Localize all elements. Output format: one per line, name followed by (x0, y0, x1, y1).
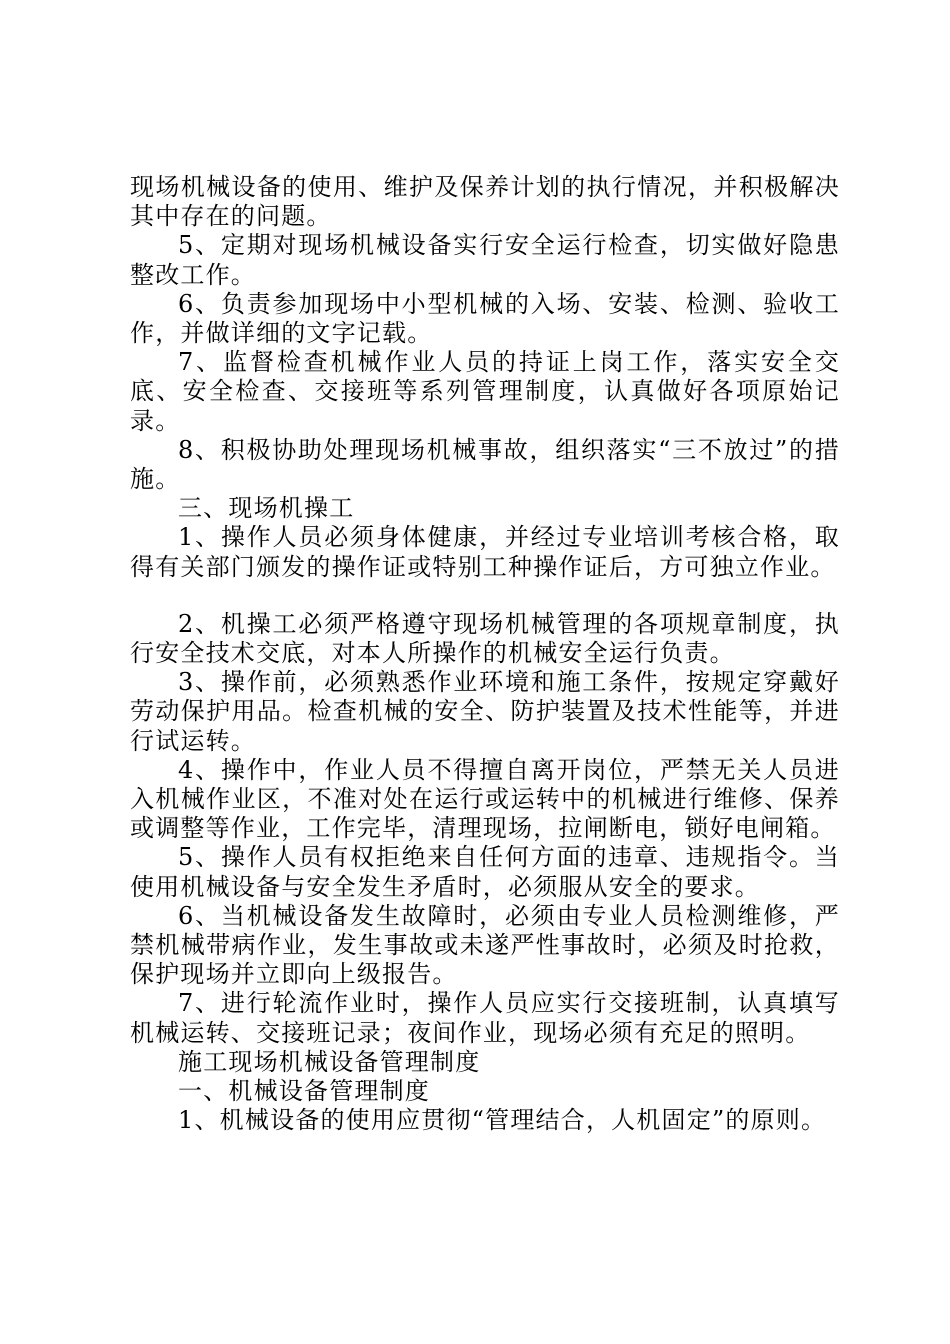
paragraph-item-7: 7、监督检查机械作业人员的持证上岗工作，落实安全交底、安全检查、交接班等系列管理制度，认真做好各项原始记录。 (130, 348, 840, 435)
document-title: 施工现场机械设备管理制度 (178, 1047, 481, 1076)
paragraph-item-6: 6、负责参加现场中小型机械的入场、安装、检测、验收工作，并做详细的文字记载。 (130, 289, 840, 348)
document-body (130, 173, 840, 1136)
paragraph-operator-3: 3、操作前，必须熟悉作业环境和施工条件，按规定穿戴好劳动保护用品。检查机械的安全、防护装置及技术性能等，并进行试运转。 (130, 668, 840, 755)
paragraph-item-5: 5、定期对现场机械设备实行安全运行检查，切实做好隐患整改工作。 (130, 231, 840, 289)
paragraph-operator-6: 6、当机械设备发生故障时，必须由专业人员检测维修，严禁机械带病作业，发生事故或未遂严性事故时，必须及时抢救，保护现场并立即向上级报告。 (130, 901, 840, 989)
paragraph-operator-2: 2、机操工必须严格遵守现场机械管理的各项规章制度，执行安全技术交底，对本人所操作的机械安全运行负责。 (130, 609, 840, 668)
paragraph-operator-1: 1、操作人员必须身体健康，并经过专业培训考核合格，取得有关部门颁发的操作证或特别工种操作证后，方可独立作业。 (130, 523, 840, 581)
paragraph-item-8: 8、积极协助处理现场机械事故，组织落实“三不放过”的措施。 (130, 435, 840, 494)
paragraph-operator-7: 7、进行轮流作业时，操作人员应实行交接班制，认真填写机械运转、交接班记录；夜间作业，现场必须有充足的照明。 (130, 989, 840, 1047)
paragraph-operator-4: 4、操作中，作业人员不得擅自离开岗位，严禁无关人员进入机械作业区，不准对处在运行或运转中的机械进行维修、保养或调整等作业，工作完毕，清理现场，拉闸断电，锁好电闸箱。 (130, 755, 840, 843)
section-heading-operators: 三、现场机操工 (178, 494, 355, 523)
section-heading-equipment: 一、机械设备管理制度 (178, 1077, 430, 1106)
paragraph-equipment-1: 1、机械设备的使用应贯彻“管理结合，人机固定”的原则。 (178, 1106, 827, 1135)
paragraph-continuation: 现场机械设备的使用、维护及保养计划的执行情况，并积极解决其中存在的问题。 (130, 173, 840, 231)
paragraph-gap (130, 582, 840, 610)
paragraph-operator-5: 5、操作人员有权拒绝来自任何方面的违章、违规指令。当使用机械设备与安全发生矛盾时，必须服从安全的要求。 (130, 843, 840, 901)
